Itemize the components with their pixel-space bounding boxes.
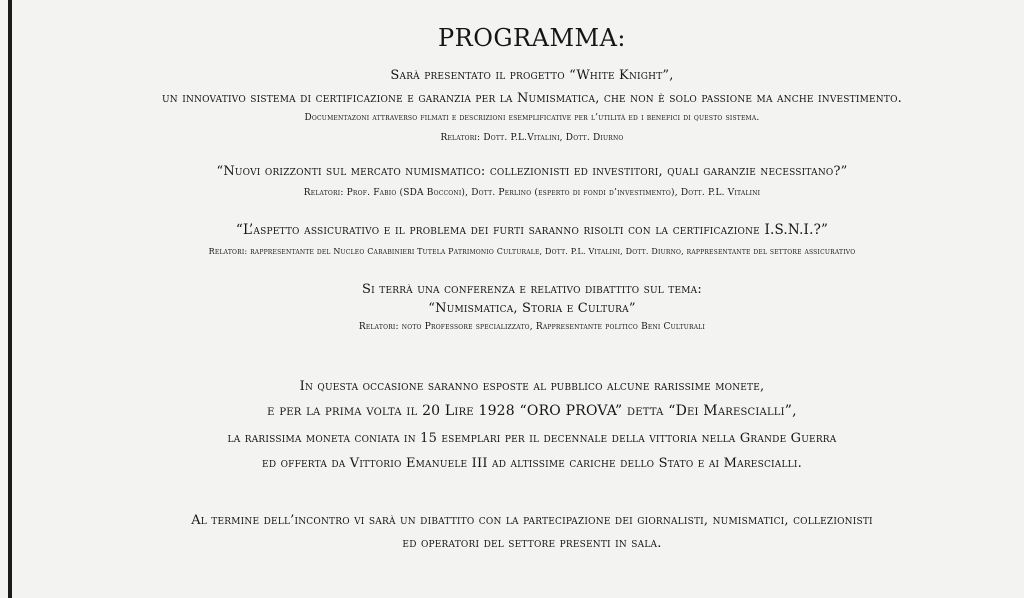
- conference-theme: “Numismatica, Storia e Cultura”: [428, 301, 636, 316]
- speakers-line-1: Relatori: Dott. P.L.Vitalini, Dott. Diurno: [440, 133, 624, 143]
- exhibition-line-1: In questa occasione saranno esposte al pubblico alcune rarissime monete,: [299, 379, 765, 394]
- program-title: PROGRAMMA:: [437, 24, 627, 52]
- session-two-title: “Nuovi orizzonti sul mercato numismatico: collezionisti ed investitori, quali garanzie necessitano?”: [216, 164, 848, 179]
- project-description-line: un innovativo sistema di certificazione e garanzia per la Numismatica, che non è solo passione ma anche investimento.: [162, 91, 902, 106]
- exhibition-line-4: ed offerta da Vittorio Emanuele III ad altissime cariche dello Stato e ai Marescialli.: [262, 456, 802, 471]
- exhibition-line-3: la rarissima moneta coniata in 15 esemplari per il decennale della vittoria nella Grande Guerra: [227, 431, 837, 446]
- speakers-line-3: Relatori: rappresentante del Nucleo Carabinieri Tutela Patrimonio Culturale, Dott. P.L. Vitalini, Dott. Diurno, rappresentante del settore assicurativo: [208, 247, 856, 256]
- documentation-line: Documentazoni attraverso filmati e descrizioni esemplificative per l’utilità ed i benefici di questo sistema.: [304, 113, 760, 123]
- exhibition-line-2: e per la prima volta il 20 Lire 1928 “ORO PROVA” detta “Dei Marescialli”,: [267, 403, 797, 419]
- closing-line-2: ed operatori del settore presenti in sala.: [402, 536, 662, 551]
- speakers-line-4: Relatori: noto Professore specializzato, Rappresentante politico Beni Culturali: [358, 322, 706, 332]
- speakers-line-2: Relatori: Prof. Fabio (SDA Bocconi), Dott. Perlino (esperto di fondi d’investimento), Dott. P.L. Vitalini: [303, 188, 761, 198]
- closing-line-1: Al termine dell’incontro vi sarà un dibattito con la partecipazione dei giornalisti, numismatici, collezionisti: [191, 513, 873, 528]
- conference-announcement: Si terrà una conferenza e relativo dibattito sul tema:: [362, 282, 702, 297]
- session-three-title: “L’aspetto assicurativo e il problema dei furti saranno risolti con la certificazione I.S.N.I.?”: [235, 222, 829, 238]
- left-border-rule: [8, 0, 12, 598]
- project-intro-line: Sarà presentato il progetto “White Knight”,: [390, 68, 674, 83]
